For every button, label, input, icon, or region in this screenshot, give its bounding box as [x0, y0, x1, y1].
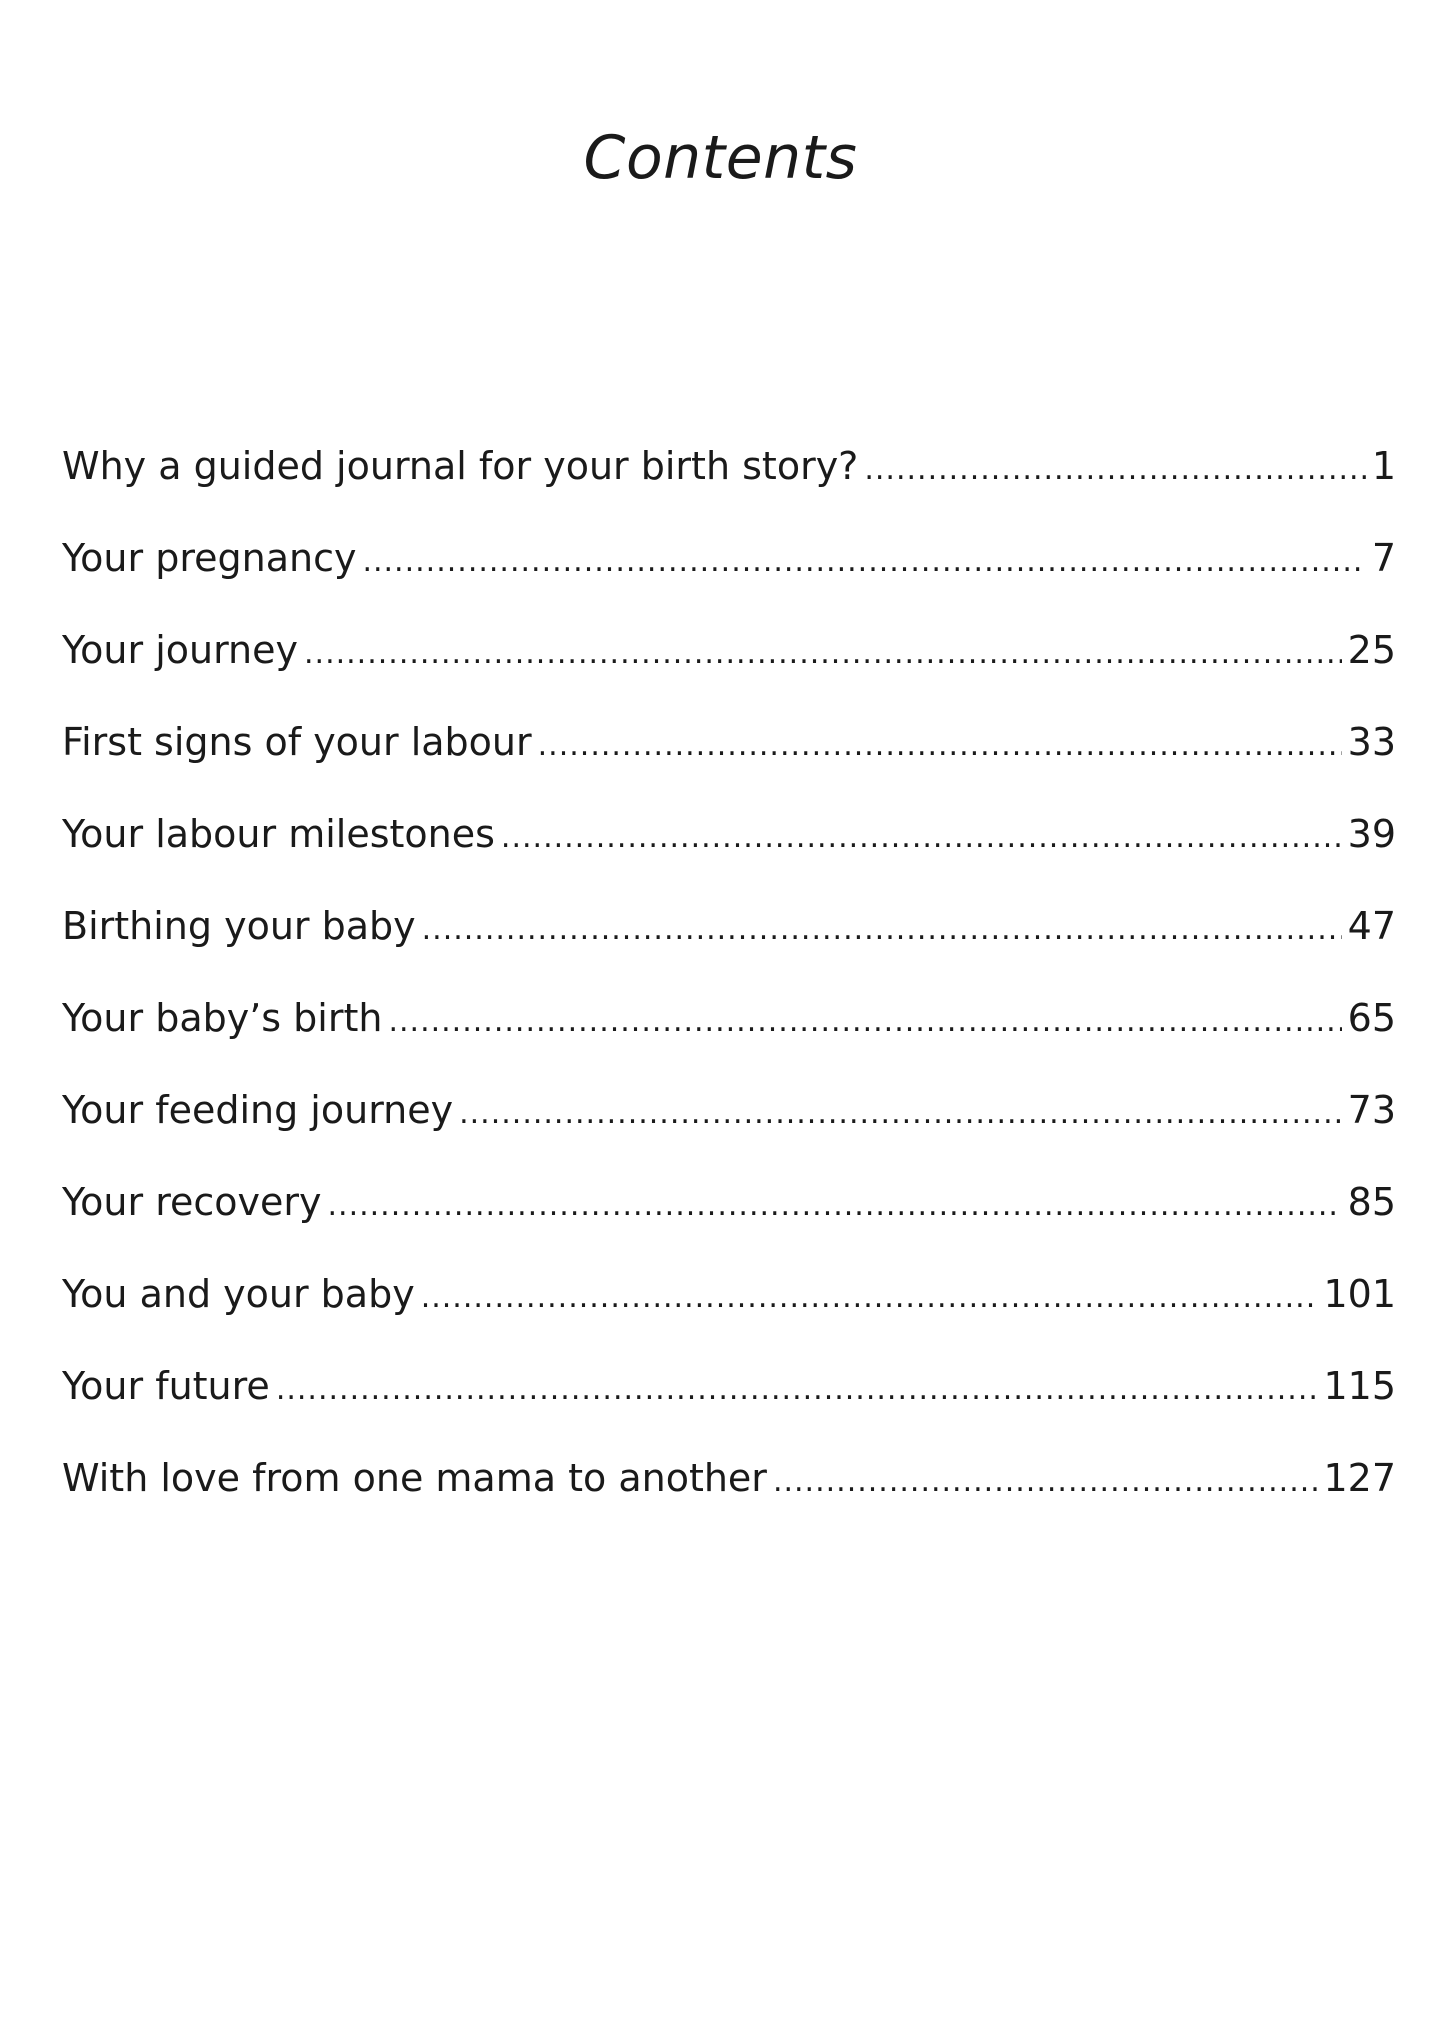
- toc-dot-leader: [538, 700, 1342, 792]
- toc-entry-page: 73: [1347, 1088, 1396, 1132]
- toc-dot-leader: [328, 1160, 1342, 1252]
- toc-entry-label: Your future: [62, 1364, 270, 1408]
- toc-entry-label: Why a guided journal for your birth story?: [62, 444, 859, 488]
- toc-entry-label: Your recovery: [62, 1180, 322, 1224]
- toc-entry: [62, 972, 1396, 1064]
- toc-dot-leader: [459, 1068, 1342, 1160]
- toc-dot-leader: [501, 792, 1342, 884]
- toc-entry: [62, 512, 1396, 604]
- toc-dot-leader: [304, 608, 1342, 700]
- toc-dot-leader: [773, 1436, 1318, 1528]
- toc-dot-leader: [422, 884, 1342, 976]
- toc-entry-label: Your pregnancy: [62, 536, 357, 580]
- toc-entry-page: 127: [1323, 1456, 1396, 1500]
- toc-dot-leader: [362, 516, 1365, 608]
- toc-entry: [62, 1156, 1396, 1248]
- toc-dot-leader: [421, 1252, 1318, 1344]
- toc-entry-label: Your feeding journey: [62, 1088, 454, 1132]
- toc-entry-page: 33: [1347, 720, 1396, 764]
- table-of-contents: [62, 420, 1396, 1524]
- toc-entry-page: 25: [1347, 628, 1396, 672]
- toc-dot-leader: [388, 976, 1341, 1068]
- toc-dot-leader: [864, 424, 1365, 516]
- toc-entry: [62, 696, 1396, 788]
- toc-entry-label: Your labour milestones: [62, 812, 495, 856]
- toc-entry: [62, 1064, 1396, 1156]
- toc-entry-label: Your baby’s birth: [62, 996, 383, 1040]
- toc-entry-label: Birthing your baby: [62, 904, 416, 948]
- toc-entry-page: 115: [1323, 1364, 1396, 1408]
- toc-dot-leader: [276, 1344, 1318, 1436]
- toc-entry-page: 39: [1347, 812, 1396, 856]
- toc-entry-page: 1: [1371, 444, 1396, 488]
- page-title: Contents: [583, 123, 858, 193]
- toc-entry: [62, 604, 1396, 696]
- toc-entry: [62, 1248, 1396, 1340]
- toc-entry: [62, 420, 1396, 512]
- toc-entry-label: First signs of your labour: [62, 720, 532, 764]
- toc-entry-page: 7: [1371, 536, 1396, 580]
- toc-entry: [62, 1432, 1396, 1524]
- toc-entry: [62, 1340, 1396, 1432]
- toc-entry: [62, 788, 1396, 880]
- toc-entry-label: You and your baby: [62, 1272, 415, 1316]
- toc-entry-page: 85: [1347, 1180, 1396, 1224]
- toc-entry-page: 65: [1347, 996, 1396, 1040]
- toc-entry-page: 101: [1323, 1272, 1396, 1316]
- toc-entry-label: With love from one mama to another: [62, 1456, 767, 1500]
- toc-entry-label: Your journey: [62, 628, 298, 672]
- toc-entry-page: 47: [1347, 904, 1396, 948]
- toc-entry: [62, 880, 1396, 972]
